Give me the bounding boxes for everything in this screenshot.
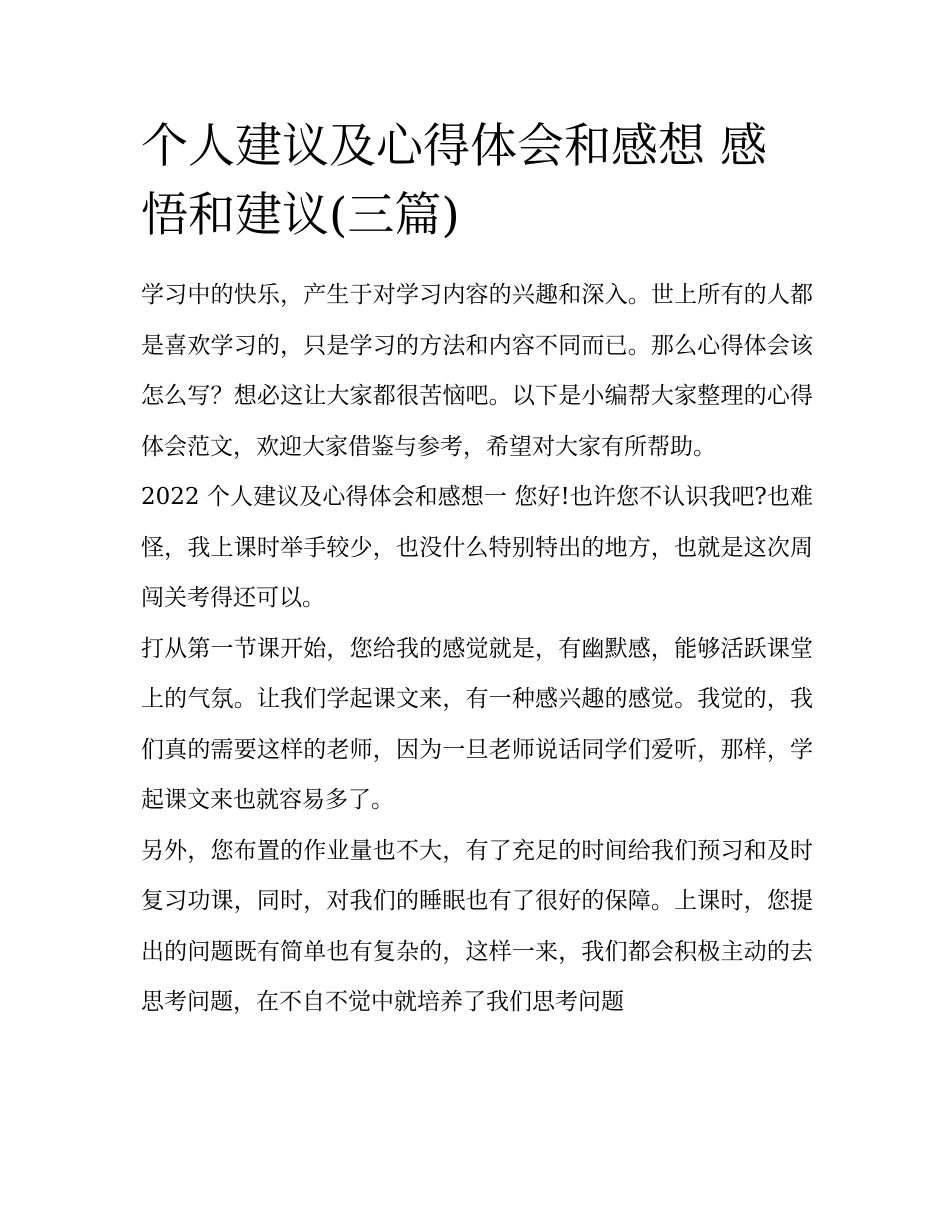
document-title: 个人建议及心得体会和感想 感悟和建议(三篇): [141, 119, 767, 243]
paragraph-letter-opening: 2022 个人建议及心得体会和感想一 您好!也许您不认识我吧?也难怪，我上课时举手较少，也没什么特别特出的地方，也就是这次周闯关考得还可以。: [141, 484, 813, 611]
document-page: [141, 112, 813, 1028]
paragraph-first-impression: 打从第一节课开始，您给我的感觉就是，有幽默感，能够活跃课堂上的气氛。让我们学起课文来，有一种感兴趣的感觉。我觉的，我们真的需要这样的老师，因为一旦老师说话同学们爱听，那样，学起课文来也就容易多了。: [141, 635, 813, 813]
paragraph-homework: 另外，您布置的作业量也不大，有了充足的时间给我们预习和及时复习功课，同时，对我们的睡眠也有了很好的保障。上课时，您提出的问题既有简单也有复杂的，这样一来，我们都会积极主动的去思考问题，在不自不觉中就培养了我们思考问题: [141, 837, 813, 1015]
document-body: [141, 270, 813, 1028]
paragraph-intro: 学习中的快乐，产生于对学习内容的兴趣和深入。世上所有的人都是喜欢学习的，只是学习的方法和内容不同而已。那么心得体会该怎么写？想必这让大家都很苦恼吧。以下是小编帮大家整理的心得体会范文，欢迎大家借鉴与参考，希望对大家有所帮助。: [141, 282, 813, 460]
